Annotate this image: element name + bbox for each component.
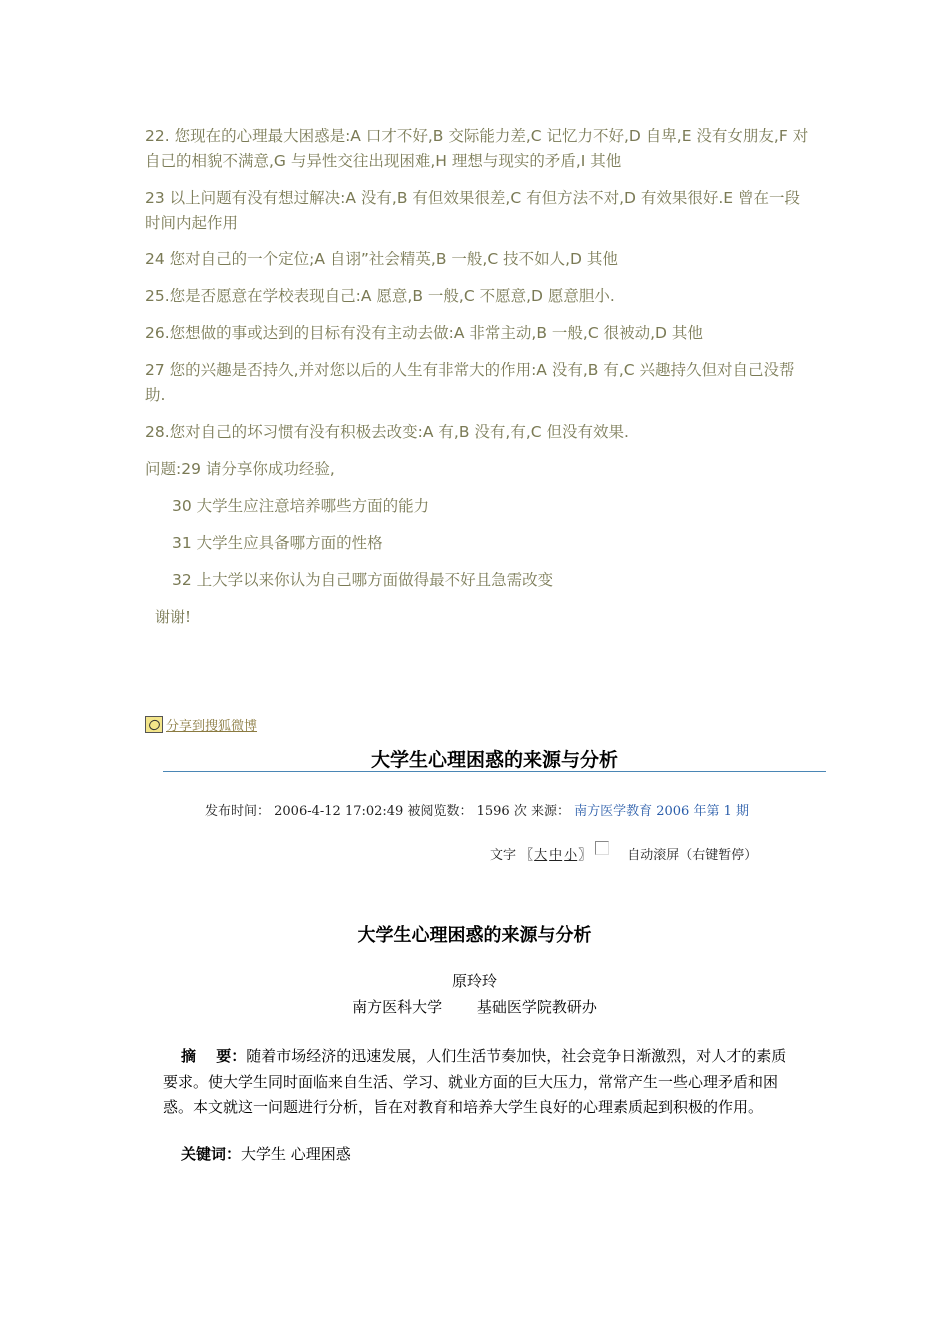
article-meta [205, 800, 749, 819]
article-title: 大学生心理困惑的来源与分析 [370, 749, 618, 771]
share-to-sohu-weibo-link[interactable]: 分享到搜狐微博 [166, 719, 258, 734]
title-divider [163, 771, 826, 772]
text-size-close: 〗 [578, 848, 592, 863]
question-25: 25.您是否愿意在学校表现自己:A 愿意,B 一般,C 不愿意,D 愿意胆小. [145, 287, 615, 305]
keywords-label: 关键词： [181, 1145, 242, 1163]
question-26: 26.您想做的事或达到的目标有没有主动去做:A 非常主动,B 一般,C 很被动,D 其他 [145, 324, 703, 342]
article-author: 原玲玲 [451, 972, 497, 990]
question-23: 23 以上问题有没有想过解决:A 没有,B 有但效果很差,C 有但方法不对,D 有效果很好.E 曾在一段时间内起作用 [145, 189, 801, 232]
abstract-paragraph [163, 1044, 789, 1121]
question-28: 28.您对自己的坏习惯有没有积极去改变:A 有,B 没有,有,C 但没有效果. [145, 423, 629, 441]
keywords-line [181, 1143, 351, 1164]
article-affiliation: 南方医科大学 基础医学院教研办 [352, 998, 597, 1016]
article-heading: 大学生心理困惑的来源与分析 [357, 925, 592, 946]
abstract-label: 摘 要： [181, 1047, 247, 1065]
question-30: 30 大学生应注意培养哪些方面的能力 [172, 497, 430, 515]
question-32: 32 上大学以来你认为自己哪方面做得最不好且急需改变 [172, 571, 554, 589]
question-31: 31 大学生应具备哪方面的性格 [172, 534, 383, 552]
sohu-weibo-icon[interactable] [145, 716, 163, 733]
keywords-text: 大学生 心理困惑 [241, 1145, 351, 1163]
font-size-large-link[interactable]: 大 [534, 848, 548, 863]
question-27: 27 您的兴趣是否持久,并对您以后的人生有非常大的作用:A 没有,B 有,C 兴趣持久但对自己没帮助. [145, 361, 795, 404]
text-size-label: 文字 〖 [490, 848, 534, 863]
question-29: 问题:29 请分享你成功经验, [145, 460, 335, 478]
meta-info: 发布时间： 2006-4-12 17:02:49 被阅览数： 1596 次 来源： [205, 804, 575, 819]
share-link-row[interactable] [145, 715, 257, 734]
question-24: 24 您对自己的一个定位;A 自诩”社会精英,B 一般,C 技不如人,D 其他 [145, 250, 618, 268]
question-22: 22. 您现在的心理最大困惑是:A 口才不好,B 交际能力差,C 记忆力不好,D 自卑,E 没有女朋友,F 对自己的相貌不满意,G 与异性交往出现困难,H 理想与现实的矛盾,I 其他 [145, 127, 809, 170]
text-size-controls [490, 844, 757, 863]
autoscroll-label: 自动滚屏（右键暂停） [627, 848, 758, 863]
abstract-text: 随着市场经济的迅速发展，人们生活节奏加快，社会竞争日渐激烈，对人才的素质要求。使大学生同时面临来自生活、学习、就业方面的巨大压力，常常产生一些心理矛盾和困惑。本文就这一问题进行分析，旨在对教育和培养大学生良好的心理素质起到积极的作用。 [163, 1047, 787, 1116]
autoscroll-checkbox[interactable] [595, 841, 609, 855]
font-size-small-link[interactable]: 小 [564, 848, 578, 863]
font-size-medium-link[interactable]: 中 [549, 848, 563, 863]
meta-source-link[interactable]: 南方医学教育 2006 年第 1 期 [574, 804, 749, 819]
thanks-text: 谢谢! [155, 608, 192, 626]
